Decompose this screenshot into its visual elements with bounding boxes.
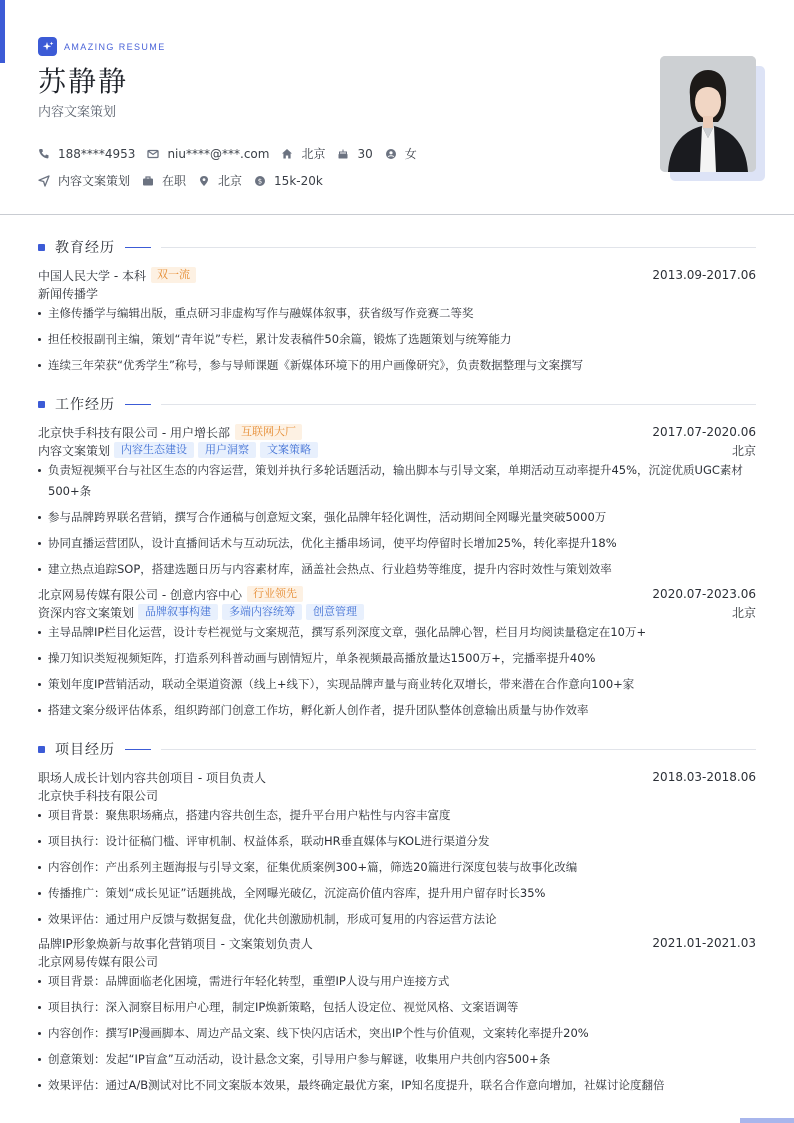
list-item: 主导品牌IP栏目化运营，设计专栏视觉与文案规范，撰写系列深度文章，强化品牌心智，栏目月均阅读量稳定在10万+ — [38, 622, 756, 643]
work-role-row — [38, 441, 756, 459]
section-dot — [38, 746, 45, 753]
gender-info — [385, 147, 417, 161]
work-entry — [38, 585, 756, 726]
company-name: 北京网易传媒有限公司 - 创意内容中心 — [38, 587, 242, 602]
section-accent-line — [125, 749, 151, 750]
project-name: 品牌IP形象焕新与故事化营销项目 - 文案策划负责人 — [38, 936, 313, 951]
section-divider-line — [161, 404, 756, 405]
list-item: 连续三年荣获“优秀学生”称号，参与导师课题《新媒体环境下的用户画像研究》，负责数据整理与文案撰写 — [38, 355, 756, 376]
school-name: 中国人民大学 - 本科 — [38, 268, 146, 283]
list-item: 搭建文案分级评估体系，组织跨部门创意工作坊，孵化新人创作者，提升团队整体创意输出质量与协作效率 — [38, 700, 756, 721]
company-name: 北京快手科技有限公司 - 用户增长部 — [38, 425, 230, 440]
svg-text:$: $ — [257, 177, 263, 186]
job-intent-row — [38, 174, 335, 188]
section-dot — [38, 401, 45, 408]
list-item: 参与品牌跨界联名营销，撰写合作通稿与创意短文案，强化品牌年轻化调性，活动期间全网曝光量突破5000万 — [38, 507, 756, 528]
list-item: 内容创作：产出系列主题海报与引导文案，征集优质案例300+篇，筛选20篇进行深度包装与故事化改编 — [38, 857, 756, 878]
project-name: 职场人成长计划内容共创项目 - 项目负责人 — [38, 770, 266, 785]
map-pin-icon — [198, 175, 210, 187]
accent-bar — [0, 0, 5, 63]
skill-tag: 创意管理 — [306, 604, 364, 620]
candidate-title: 内容文案策划 — [38, 105, 117, 120]
project-header-row — [38, 768, 756, 786]
salary-info — [254, 174, 323, 188]
work-date: 2017.07-2020.06 — [652, 425, 756, 439]
work-entry — [38, 423, 756, 585]
cake-icon — [337, 148, 349, 160]
section-divider-line — [161, 247, 756, 248]
phone-number: 188****4953 — [58, 147, 136, 161]
skill-tag: 多端内容统筹 — [222, 604, 302, 620]
brand-text: AMAZING RESUME — [64, 41, 166, 52]
project-date: 2021.01-2021.03 — [652, 936, 756, 950]
phone-info — [38, 147, 135, 161]
status-info — [142, 174, 186, 188]
work-city: 北京 — [731, 443, 756, 458]
resume-header — [38, 37, 758, 122]
project-date: 2018.03-2018.06 — [652, 770, 756, 784]
age: 30 — [357, 147, 373, 161]
section-dot — [38, 244, 45, 251]
email-address: niu****@***.com — [167, 147, 270, 161]
target-city-info — [198, 174, 242, 188]
phone-icon — [38, 148, 50, 160]
sparkle-icon — [38, 37, 57, 56]
list-item: 主修传播学与编辑出版，重点研习非虚构写作与融媒体叙事，获省级写作竞赛二等奖 — [38, 303, 756, 324]
list-item: 策划年度IP营销活动，联动全渠道资源（线上+线下），实现品牌声量与商业转化双增长，带来潜在合作意向100+家 — [38, 674, 756, 695]
list-item: 传播推广：策划“成长见证”话题挑战，全网曝光破亿，沉淀高价值内容库，提升用户留存时长35% — [38, 883, 756, 904]
contact-row — [38, 147, 429, 161]
section-title: 项目经历 — [55, 742, 115, 758]
list-item: 项目执行：设计征稿门槛、评审机制、权益体系，联动HR垂直媒体与KOL进行渠道分发 — [38, 831, 756, 852]
email-info — [147, 147, 269, 161]
list-item: 项目背景：品牌面临老化困境，需进行年轻化转型，重塑IP人设与用户连接方式 — [38, 971, 756, 992]
role-title: 内容文案策划 — [38, 443, 111, 458]
section-projects — [38, 740, 756, 758]
avatar — [660, 56, 756, 172]
job-status: 在职 — [162, 174, 187, 188]
work-date: 2020.07-2023.06 — [652, 587, 756, 601]
project-bullets — [38, 971, 756, 1096]
user-circle-icon — [385, 148, 397, 160]
list-item: 操刀知识类短视频矩阵，打造系列科普动画与剧情短片，单条视频最高播放量达1500万+，完播率提升40% — [38, 648, 756, 669]
project-org: 北京快手科技有限公司 — [38, 788, 159, 803]
accent-bar-bottom — [740, 1118, 794, 1123]
education-header-row — [38, 266, 756, 284]
major: 新闻传播学 — [38, 286, 99, 301]
money-icon — [254, 175, 266, 187]
list-item: 建立热点追踪SOP，搭建选题日历与内容素材库，涵盖社会热点、行业趋势等维度，提升内容时效性与策划效率 — [38, 559, 756, 580]
location-info — [281, 147, 325, 161]
skill-tag: 文案策略 — [260, 442, 318, 458]
list-item: 效果评估：通过用户反馈与数据复盘，优化共创激励机制，形成可复用的内容运营方法论 — [38, 909, 756, 930]
project-org-row — [38, 786, 756, 804]
skill-tag: 内容生态建设 — [114, 442, 194, 458]
list-item: 负责短视频平台与社区生态的内容运营，策划并执行多轮话题活动，输出脚本与引导文案，单期活动互动率提升45%，沉淀优质UGC素材500+条 — [38, 460, 756, 502]
location: 北京 — [301, 147, 326, 161]
age-info — [337, 147, 372, 161]
list-item: 创意策划：发起“IP盲盒”互动活动，设计悬念文案，引导用户参与解谜，收集用户共创内容500+条 — [38, 1049, 756, 1070]
project-header-row — [38, 934, 756, 952]
education-date: 2013.09-2017.06 — [652, 268, 756, 282]
mail-icon — [147, 148, 159, 160]
gender: 女 — [404, 147, 417, 161]
header-divider — [0, 214, 794, 215]
section-accent-line — [125, 247, 151, 248]
section-work — [38, 395, 756, 413]
work-city: 北京 — [731, 605, 756, 620]
section-title: 工作经历 — [55, 397, 115, 413]
project-bullets — [38, 805, 756, 930]
list-item: 项目执行：深入洞察目标用户心理，制定IP焕新策略，包括人设定位、视觉风格、文案语调等 — [38, 997, 756, 1018]
company-tag: 互联网大厂 — [235, 424, 302, 440]
education-bullets — [38, 303, 756, 376]
education-major-row — [38, 284, 756, 302]
target-role-info — [38, 174, 130, 188]
section-accent-line — [125, 404, 151, 405]
work-role-row — [38, 603, 756, 621]
brand — [38, 37, 758, 56]
company-tag: 行业领先 — [247, 586, 303, 602]
target-role: 内容文案策划 — [58, 174, 131, 188]
project-org-row — [38, 952, 756, 970]
project-org: 北京网易传媒有限公司 — [38, 954, 159, 969]
section-divider-line — [161, 749, 756, 750]
target-city: 北京 — [218, 174, 243, 188]
skill-tag: 品牌叙事构建 — [138, 604, 218, 620]
work-bullets — [38, 460, 756, 580]
list-item: 担任校报副刊主编，策划“青年说”专栏，累计发表稿件50余篇，锻炼了选题策划与统筹能力 — [38, 329, 756, 350]
list-item: 效果评估：通过A/B测试对比不同文案版本效果，最终确定最优方案，IP知名度提升，联名合作意向增加，社媒讨论度翻倍 — [38, 1075, 756, 1096]
section-title: 教育经历 — [55, 240, 115, 256]
work-header-row — [38, 585, 756, 603]
list-item: 内容创作：撰写IP漫画脚本、周边产品文案、线下快闪店话术，突出IP个性与价值观，文案转化率提升20% — [38, 1023, 756, 1044]
school-tag: 双一流 — [151, 267, 196, 283]
candidate-name: 苏静静 — [38, 65, 129, 98]
home-icon — [281, 148, 293, 160]
section-education — [38, 238, 756, 256]
list-item: 协同直播运营团队，设计直播间话术与互动玩法，优化主播串场词，使平均停留时长增加25%，转化率提升18% — [38, 533, 756, 554]
work-header-row — [38, 423, 756, 441]
project-entry — [38, 934, 756, 1101]
list-item: 项目背景：聚焦职场痛点，搭建内容共创生态，提升平台用户粘性与内容丰富度 — [38, 805, 756, 826]
role-title: 资深内容文案策划 — [38, 605, 135, 620]
salary: 15k-20k — [274, 174, 323, 188]
work-bullets — [38, 622, 756, 721]
education-entry — [38, 266, 756, 381]
send-icon — [38, 175, 50, 187]
briefcase-icon — [142, 175, 154, 187]
skill-tag: 用户洞察 — [198, 442, 256, 458]
project-entry — [38, 768, 756, 935]
